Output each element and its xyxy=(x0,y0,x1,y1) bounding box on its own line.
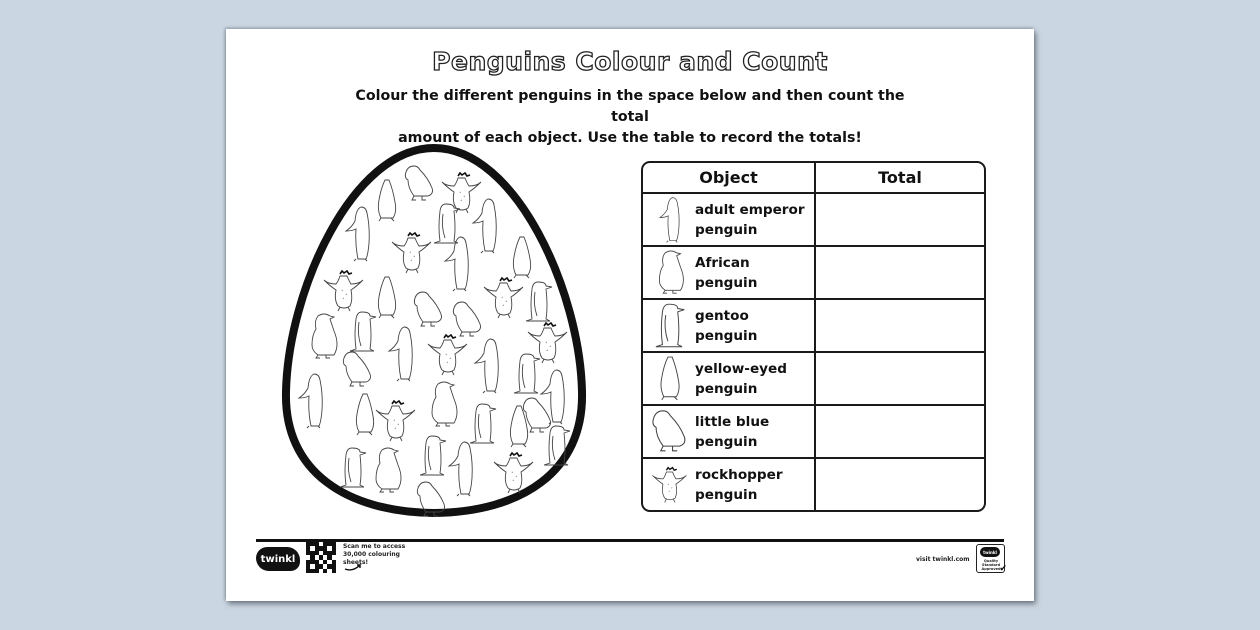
scan-prompt: Scan me to access 30,000 colouring sheets! xyxy=(343,543,406,566)
object-label: little blue xyxy=(695,413,770,430)
object-label-2: penguin xyxy=(695,486,758,503)
yellow-eyed-penguin-icon xyxy=(643,354,695,404)
object-label-2: penguin xyxy=(695,433,758,450)
rockhopper-penguin-icon xyxy=(643,460,695,510)
badge-text: Quality Standard Approved xyxy=(981,559,1001,571)
qr-code-icon[interactable] xyxy=(306,542,336,573)
twinkl-logo[interactable]: twinkl xyxy=(256,547,300,571)
count-table xyxy=(641,161,986,512)
object-label: rockhopper xyxy=(695,466,783,483)
little-blue-penguin-icon xyxy=(643,407,695,457)
object-label: gentoo penguin xyxy=(695,307,758,344)
egg-colouring-area[interactable] xyxy=(276,142,592,520)
object-label-2: penguin xyxy=(695,221,758,238)
object-label: African penguin xyxy=(695,254,758,291)
check-icon: ✔ xyxy=(999,564,1007,574)
african-penguin-icon xyxy=(643,248,695,298)
table-row xyxy=(643,405,984,458)
total-cell-african[interactable] xyxy=(815,246,984,299)
column-header-object: Object xyxy=(643,163,815,193)
footer-divider xyxy=(256,539,1004,542)
egg-outline-icon xyxy=(276,142,592,520)
instructions xyxy=(346,86,914,149)
instructions-line-2: amount of each object. Use the table to record the totals! xyxy=(398,130,862,146)
table-row xyxy=(643,246,984,299)
instructions-line-1: Colour the different penguins in the space below and then count the total xyxy=(355,88,905,125)
total-cell-emperor[interactable] xyxy=(815,193,984,246)
table-row xyxy=(643,193,984,246)
total-cell-yellow-eyed[interactable] xyxy=(815,352,984,405)
table-row xyxy=(643,458,984,510)
object-label: yellow-eyed xyxy=(695,360,787,377)
total-cell-rockhopper[interactable] xyxy=(815,458,984,510)
object-label-2: penguin xyxy=(695,380,758,397)
total-cell-gentoo[interactable] xyxy=(815,299,984,352)
curved-arrow-icon xyxy=(344,563,362,571)
worksheet-page xyxy=(226,29,1034,601)
worksheet-title: Penguins Colour and Count xyxy=(432,47,828,76)
badge-logo: twinkl xyxy=(980,547,1000,557)
column-header-total: Total xyxy=(815,163,984,193)
visit-link[interactable]: visit twinkl.com xyxy=(916,556,970,563)
total-cell-little-blue[interactable] xyxy=(815,405,984,458)
gentoo-penguin-icon xyxy=(643,301,695,351)
object-label: adult emperor xyxy=(695,201,805,218)
table-row xyxy=(643,352,984,405)
quality-badge xyxy=(976,544,1005,573)
table-row xyxy=(643,299,984,352)
emperor-penguin-icon xyxy=(643,195,695,245)
